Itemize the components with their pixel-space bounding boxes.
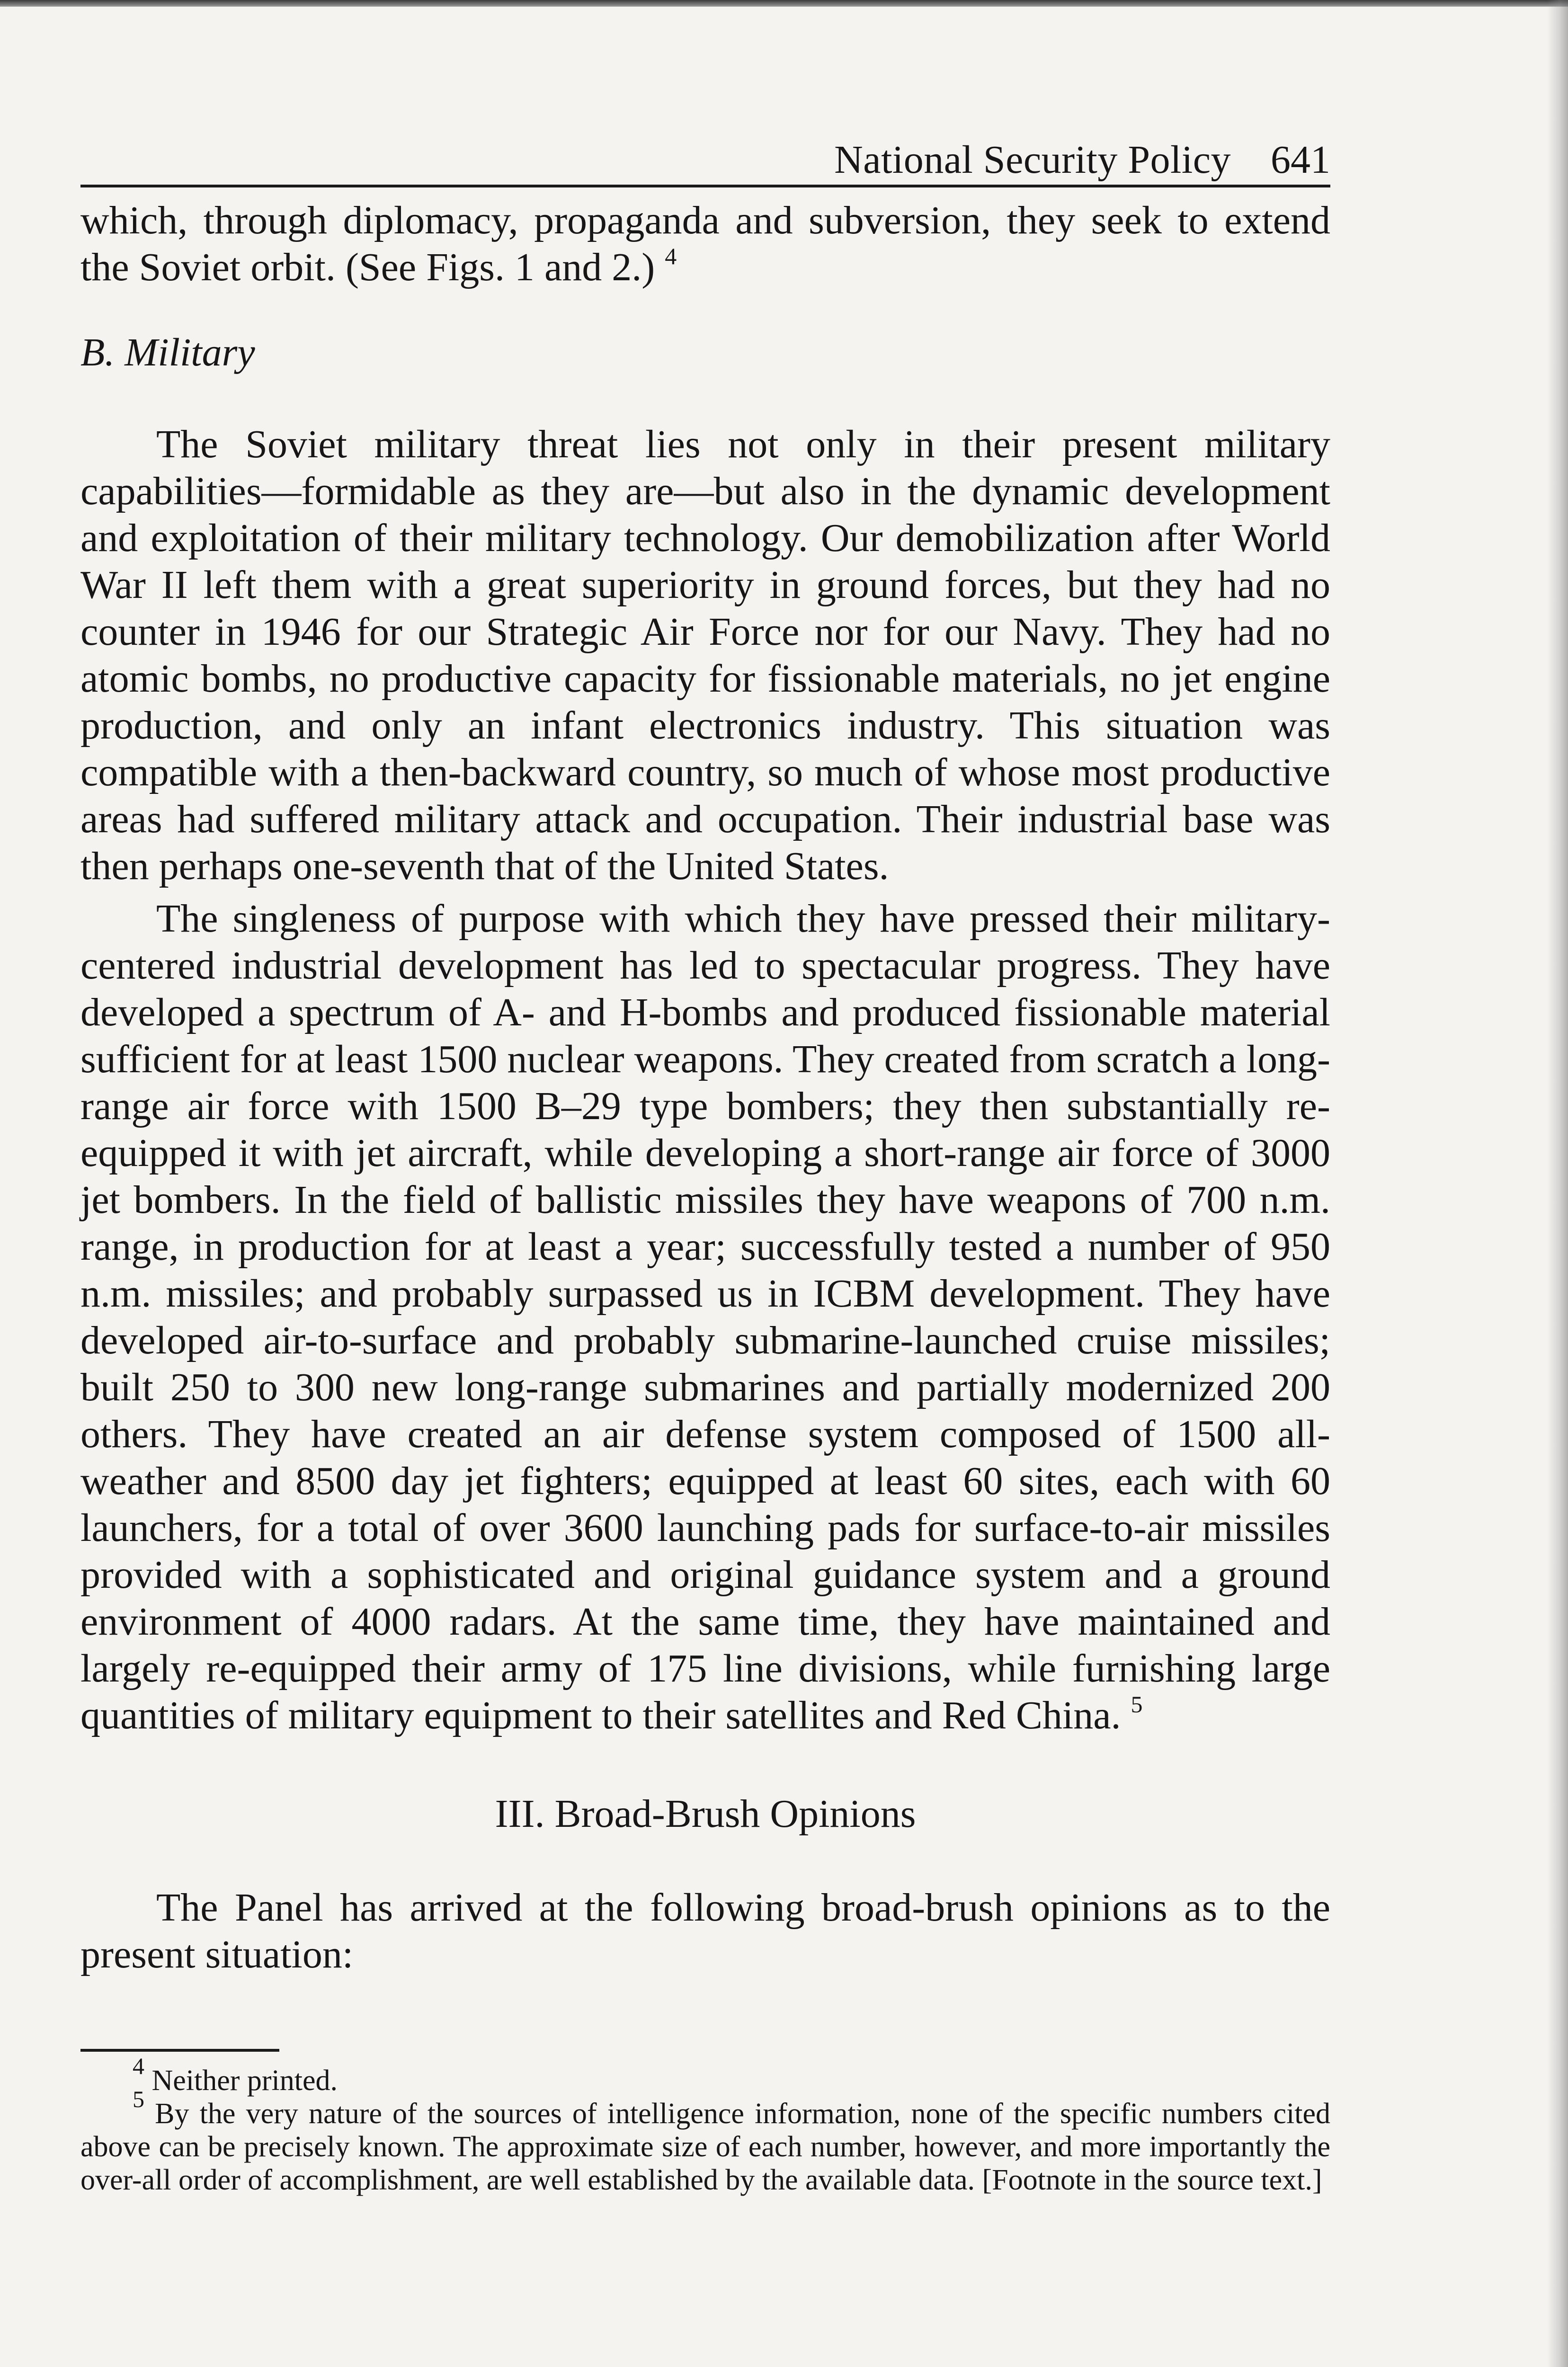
scan-top-edge bbox=[0, 0, 1568, 7]
paragraph-military-capabilities: The Soviet military threat lies not only in their present military capabilities—formidable as they are—but also in the dynamic development and exploitation of their military technology. Our demobilization after World War II left them with a great superiority in ground forces, but they had no counter in 1946 for our Strategic Air Force nor for our Navy. They had no atomic bombs, no productive capacity for fissionable materials, no jet engine production, and only an infant electronics industry. This situation was compatible with a then-backward country, so much of whose most productive areas had suffered military attack and occupation. Their industrial base was then perhaps one-seventh that of the United States. bbox=[80, 422, 1330, 888]
footnote-5 bbox=[80, 2086, 1330, 2197]
footnote-text: Neither printed. bbox=[151, 2064, 338, 2097]
document-page bbox=[80, 128, 1330, 2197]
running-head-title: National Security Policy bbox=[834, 138, 1231, 182]
running-head bbox=[80, 128, 1330, 187]
footnote-ref-5: 5 bbox=[1131, 1691, 1143, 1717]
scan-right-edge bbox=[1547, 0, 1568, 2367]
footnote-mark: 4 bbox=[133, 2053, 144, 2079]
paragraph-military-development bbox=[80, 895, 1330, 1739]
footnote-separator bbox=[80, 2049, 279, 2052]
footnotes bbox=[80, 2053, 1330, 2197]
paragraph-text: which, through diplomacy, propaganda and subversion, they seek to extend the Soviet orbit. (See Figs. 1 and 2.) bbox=[80, 198, 1330, 289]
footnote-ref-4: 4 bbox=[665, 243, 677, 269]
page-number: 641 bbox=[1271, 138, 1330, 182]
footnote-4 bbox=[80, 2053, 1330, 2097]
section-heading-military: B. Military bbox=[80, 330, 255, 374]
paragraph-text: The singleness of purpose with which they have pressed their military-centered industrial development has led to spectacular progress. They have developed a spectrum of A- and H-bombs and produced fissionable material sufficient for at least 1500 nuclear weapons. They created from scratch a long-range air force with 1500 B–29 type bombers; they then substantially re-equipped it with jet aircraft, while developing a short-range air force of 3000 jet bombers. In the field of ballistic missiles they have weapons of 700 n.m. range, in production for at least a year; successfully tested a number of 950 n.m. missiles; and probably surpassed us in ICBM development. They have developed air-to-surface and probably submarine-launched cruise missiles; built 250 to 300 new long-range submarines and partially modernized 200 others. They have created an air defense system composed of 1500 all-weather and 8500 day jet fighters; equipped at least 60 sites, each with 60 launchers, for a total of over 3600 launching pads for surface-to-air missiles provided with a sophisticated and original guidance system and a ground environment of 4000 radars. At the same time, they have maintained and largely re-equipped their army of 175 line divisions, while furnishing large quantities of military equipment to their satellites and Red China. bbox=[80, 897, 1330, 1737]
footnote-text: By the very nature of the sources of intelligence information, none of the specific numbers cited above can be precisely known. The approximate size of each number, however, and more importantly the over-all order of accomplishment, are well established by the available data. [Footnote in the source text.] bbox=[80, 2098, 1330, 2196]
body-text bbox=[80, 197, 1330, 1978]
paragraph-continuation bbox=[80, 197, 1330, 291]
section-heading-opinions: III. Broad-Brush Opinions bbox=[495, 1792, 916, 1836]
footnote-mark: 5 bbox=[133, 2086, 144, 2112]
paragraph-opinions-intro: The Panel has arrived at the following broad-brush opinions as to the present situation: bbox=[80, 1886, 1330, 1976]
